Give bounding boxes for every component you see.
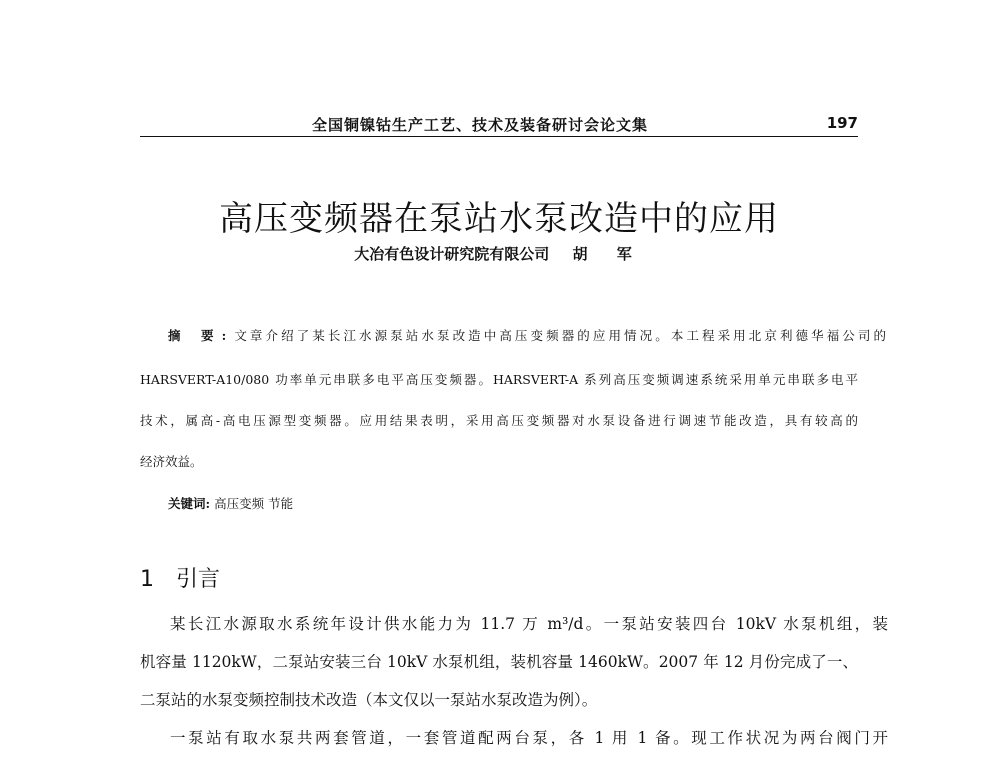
abstract-text: 文章介绍了某长江水源泵站水泵改造中高压变频器的应用情况。本工程采用北京利德华福公司的 bbox=[231, 328, 886, 343]
abstract-label: 摘 要: bbox=[168, 328, 232, 343]
paragraph-line: 二泵站的水泵变频控制技术改造（本文仅以一泵站水泵改造为例）。 bbox=[140, 691, 598, 709]
section-title: 引言 bbox=[176, 567, 221, 592]
abstract-line: 经济效益。 bbox=[140, 454, 203, 469]
proceedings-title: 全国铜镍钴生产工艺、技术及装备研讨会论文集 bbox=[312, 116, 649, 134]
paragraph-line: 机容量 1120kW，二泵站安装三台 10kV 水泵机组，装机容量 1460kW。2007 年 12 月份完成了一、 bbox=[140, 653, 858, 671]
author-affiliation: 大冶有色设计研究院有限公司 bbox=[354, 245, 550, 263]
keywords-label: 关键词: bbox=[168, 496, 211, 511]
abstract-line: HARSVERT-A10/080 功率单元串联多电平高压变频器。HARSVERT-A 系列高压变频调速系统采用单元串联多电平 bbox=[140, 372, 858, 387]
author-name: 胡 军 bbox=[572, 245, 644, 263]
keywords-text: 高压变频 节能 bbox=[214, 496, 294, 511]
abstract-line: 技术，属高-高电压源型变频器。应用结果表明，采用高压变频器对水泵设备进行调速节能改造，具有较高的 bbox=[140, 413, 858, 428]
section-heading bbox=[140, 562, 220, 593]
abstract-line bbox=[140, 326, 886, 344]
page-number: 197 bbox=[826, 114, 858, 132]
section-number: 1 bbox=[140, 567, 154, 592]
keywords bbox=[168, 494, 293, 512]
paper-title: 高压变频器在泵站水泵改造中的应用 bbox=[219, 198, 779, 239]
author-line bbox=[140, 243, 858, 264]
paragraph-line: 某长江水源取水系统年设计供水能力为 11.7 万 m³/d。一泵站安装四台 10kV 水泵机组，装 bbox=[170, 615, 888, 633]
running-header bbox=[140, 112, 858, 137]
paragraph-line: 一泵站有取水泵共两套管道，一套管道配两台泵，各 1 用 1 备。现工作状况为两台阀门开 bbox=[170, 729, 888, 747]
